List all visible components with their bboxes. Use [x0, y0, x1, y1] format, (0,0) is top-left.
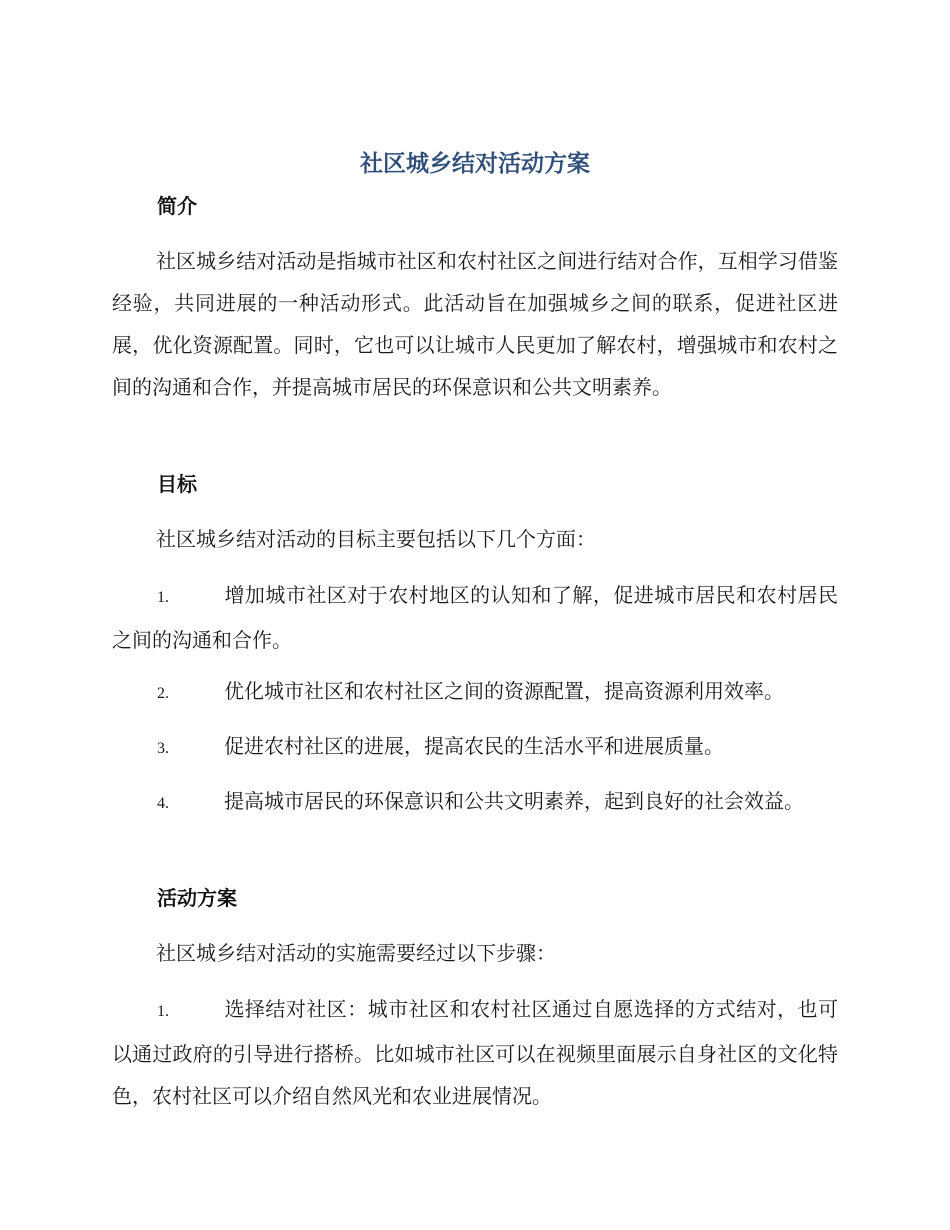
list-item-number: 4.: [157, 795, 169, 812]
intro-paragraph: 社区城乡结对活动是指城市社区和农村社区之间进行结对合作，互相学习借鉴经验，共同进展的一种活动形式。此活动旨在加强城乡之间的联系，促进社区进展，优化资源配置。同时，它也可以让城市人民更加了解农村，增强城市和农村之间的沟通和合作，并提高城市居民的环保意识和公共文明素养。: [112, 249, 838, 399]
section-heading-plan: 活动方案: [157, 886, 237, 910]
list-item-number: 3.: [157, 740, 169, 757]
list-item: [112, 670, 838, 715]
list-item: [112, 574, 838, 661]
list-item-text: 优化城市社区和农村社区之间的资源配置，提高资源利用效率。: [224, 679, 784, 703]
list-item: [112, 780, 838, 825]
list-item-number: 2.: [157, 685, 169, 702]
plan-intro-paragraph: 社区城乡结对活动的实施需要经过以下步骤：: [156, 941, 556, 965]
list-item-number: 1.: [157, 589, 169, 606]
list-item-number: 1.: [157, 1003, 169, 1020]
list-item-text: 增加城市社区对于农村地区的认知和了解，促进城市居民和农村居民之间的沟通和合作。: [112, 583, 838, 652]
document-title: 社区城乡结对活动方案: [360, 151, 590, 177]
list-item-text: 促进农村社区的进展，提高农民的生活水平和进展质量。: [224, 734, 724, 758]
section-heading-intro: 简介: [157, 194, 197, 218]
list-item: [112, 725, 838, 770]
list-item-text: 选择结对社区：城市社区和农村社区通过自愿选择的方式结对，也可以通过政府的引导进行搭桥。比如城市社区可以在视频里面展示自身社区的文化特色，农村社区可以介绍自然风光和农业进展情况。: [112, 997, 838, 1108]
section-heading-goals: 目标: [157, 472, 197, 496]
goals-intro-paragraph: 社区城乡结对活动的目标主要包括以下几个方面：: [156, 527, 596, 551]
list-item: [112, 988, 838, 1117]
list-item-text: 提高城市居民的环保意识和公共文明素养，起到良好的社会效益。: [224, 789, 804, 813]
